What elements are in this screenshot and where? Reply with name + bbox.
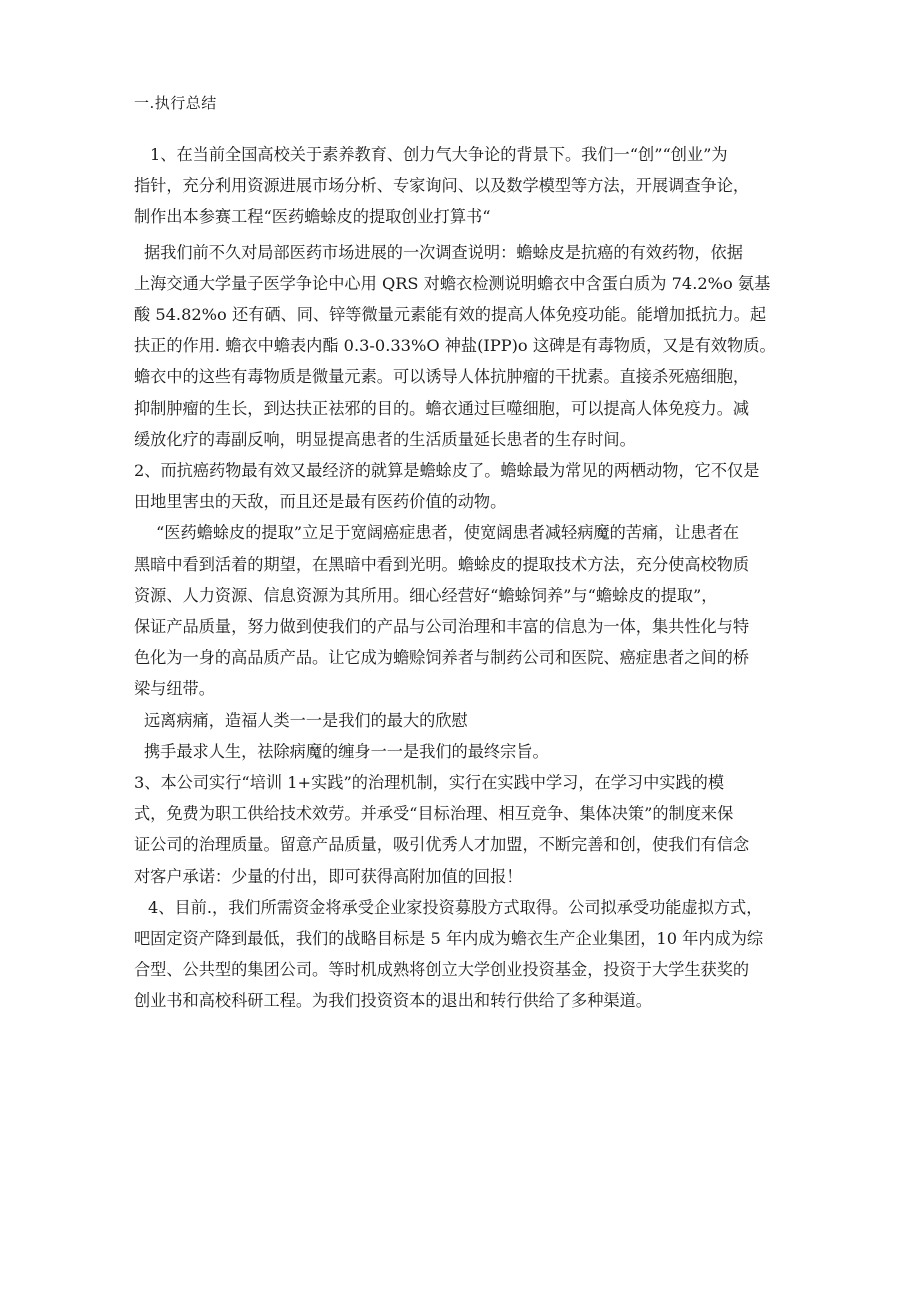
paragraph-line: 创业书和高校科研工程。为我们投资资本的退出和转行供给了多种渠道。: [134, 991, 652, 1011]
paragraph-line: 3、本公司实行“培训 1+实践”的治理机制，实行在实践中学习，在学习中实践的模: [134, 773, 725, 793]
paragraph-line: 合型、公共型的集团公司。等时机成熟将创立大学创业投资基金，投资于大学生获奖的: [134, 960, 750, 980]
paragraph-line: 证公司的治理质量。留意产品质量，吸引优秀人才加盟，不断完善和创，使我们有信念: [134, 835, 750, 855]
paragraph-line: 缓放化疗的毒副反响，明显提高患者的生活质量延长患者的生存时间。: [134, 429, 636, 449]
paragraph-line: 酸 54.82%o 还有硒、同、锌等微量元素能有效的提高人体免疫功能。能增加抵抗力。起: [134, 305, 767, 325]
paragraph-line: 指针，充分利用资源进展市场分析、专家询问、以及数学模型等方法，开展调查争论，: [134, 176, 750, 196]
paragraph-line: 吧固定资产降到最低，我们的战略目标是 5 年内成为蟾衣生产企业集团，10 年内成为综: [134, 929, 764, 949]
paragraph-line: 对客户承诺：少量的付出，即可获得高附加值的回报！: [134, 866, 523, 886]
paragraph-line: 据我们前不久对局部医药市场进展的一次调查说明：蟾蜍皮是抗癌的有效药物，依据: [144, 242, 743, 262]
document-body: [134, 139, 794, 1017]
paragraph-line: 资源、人力资源、信息资源为其所用。细心经营好“蟾蜍饲养”与“蟾蜍皮的提取”，: [134, 585, 718, 605]
paragraph-line: 1、在当前全国高校关于素养教育、创力气大争论的背景下。我们一“创”“创业”为: [150, 145, 728, 164]
paragraph-line: 田地里害虫的天敌，而且还是最有医药价值的动物。: [134, 492, 507, 512]
paragraph-line: 上海交通大学量子医学争论中心用 QRS 对蟾衣检测说明蟾衣中含蛋白质为 74.2%o 氨基: [134, 273, 771, 293]
paragraph-line: 蟾衣中的这些有毒物质是微量元素。可以诱导人体抗肿瘤的干扰素。直接杀死癌细胞，: [134, 367, 750, 387]
paragraph-line: 4、目前.，我们所需资金将承受企业家投资募股方式取得。公司拟承受功能虚拟方式，: [148, 897, 763, 917]
paragraph-line: 扶正的作用. 蟾衣中蟾表内酯 0.3-0.33%O 神盐(IPP)o 这碑是有毒物质，又是有效物质。: [134, 336, 776, 356]
paragraph-line: 携手最求人生，祛除病魔的缠身一一是我们的最终宗旨。: [144, 741, 549, 761]
paragraph-line: 黑暗中看到活着的期望，在黑暗中看到光明。蟾蜍皮的提取技术方法，充分使高校物质: [134, 554, 750, 574]
paragraph-line: 远离病痛，造福人类一一是我们的最大的欣慰: [144, 710, 468, 730]
paragraph-line: 制作出本参赛工程“医药蟾蜍皮的提取创业打算书“: [134, 207, 491, 227]
section-heading: 一.执行总结: [134, 94, 217, 112]
paragraph-line: 抑制肿瘤的生长，到达扶正祛邪的目的。蟾衣通过巨噬细胞，可以提高人体免疫力。减: [134, 398, 750, 418]
paragraph-line: 保证产品质量，努力做到使我们的产品与公司治理和丰富的信息为一体，集共性化与特: [134, 617, 750, 637]
paragraph-line: 式，免费为职工供给技术效劳。并承受“目标治理、相互竞争、集体决策”的制度来保: [134, 804, 734, 824]
paragraph-line: 色化为一身的高品质产品。让它成为蟾赊饲养者与制药公司和医院、癌症患者之间的桥: [134, 648, 750, 668]
paragraph-line: “医药蟾蜍皮的提取”立足于宽阔癌症患者，使宽阔患者减轻病魔的苦痛，让患者在: [156, 523, 740, 543]
paragraph-line: 2、而抗癌药物最有效又最经济的就算是蟾蜍皮了。蟾蜍最为常见的两栖动物，它不仅是: [134, 461, 760, 481]
paragraph-line: 梁与纽带。: [134, 679, 215, 699]
